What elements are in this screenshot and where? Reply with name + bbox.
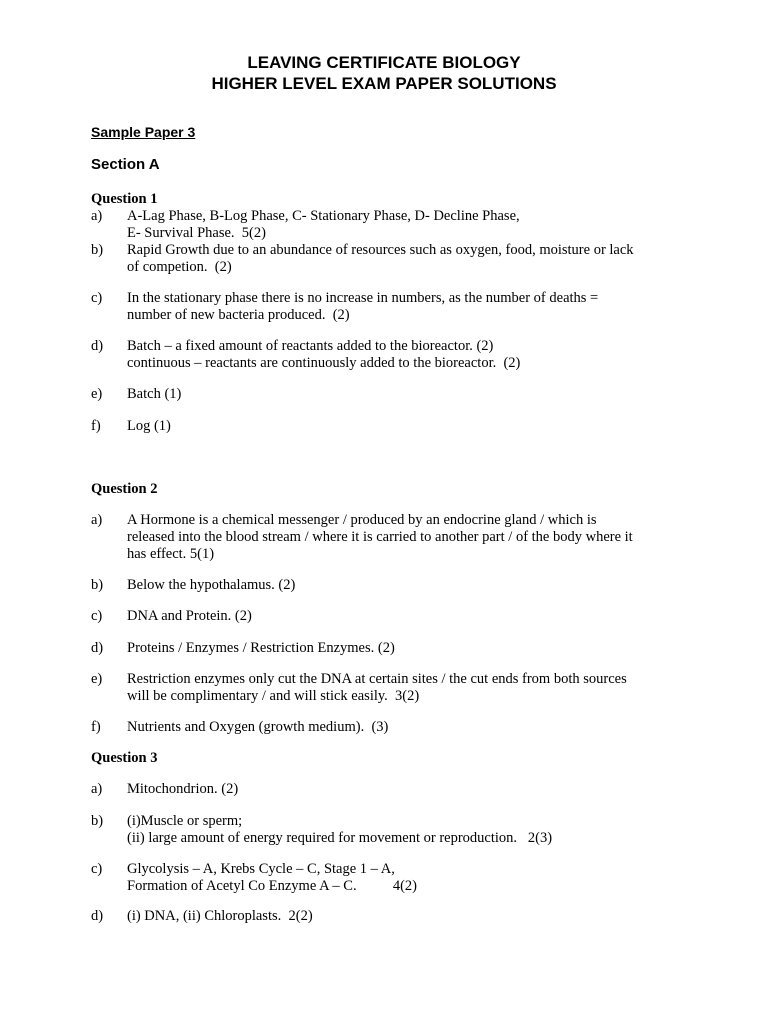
section-heading: Section A bbox=[91, 156, 160, 173]
q2-d-label: d) bbox=[91, 640, 104, 656]
q1-c-line-1: In the stationary phase there is no increase in numbers, as the number of deaths = bbox=[127, 290, 599, 306]
q1-c-line-2: number of new bacteria produced. (2) bbox=[127, 307, 350, 323]
q2-f-label: f) bbox=[91, 719, 101, 735]
paper-name: Sample Paper 3 bbox=[91, 124, 196, 140]
q2-b-label: b) bbox=[91, 577, 104, 593]
q2-a-line-1: A Hormone is a chemical messenger / produced by an endocrine gland / which is bbox=[127, 512, 597, 528]
q1-b-label: b) bbox=[91, 242, 104, 258]
q1-d-label: d) bbox=[91, 338, 104, 354]
q2-b-answer: Below the hypothalamus. (2) bbox=[127, 577, 296, 593]
q2-a-answer bbox=[127, 512, 687, 563]
q1-c-label: c) bbox=[91, 290, 103, 306]
q3-c-answer bbox=[127, 861, 687, 895]
q3-c-line-1: Glycolysis – A, Krebs Cycle – C, Stage 1 – A, bbox=[127, 861, 395, 877]
document-title-line-2: HIGHER LEVEL EXAM PAPER SOLUTIONS bbox=[211, 74, 557, 93]
q1-e-answer: Batch (1) bbox=[127, 386, 182, 402]
q3-b-line-1: (i)Muscle or sperm; bbox=[127, 813, 243, 829]
q2-f-answer: Nutrients and Oxygen (growth medium). (3) bbox=[127, 719, 389, 735]
q3-a-label: a) bbox=[91, 781, 103, 797]
q1-e-label: e) bbox=[91, 386, 103, 402]
q2-e-line-2: will be complimentary / and will stick easily. 3(2) bbox=[127, 688, 420, 704]
q1-b-line-1: Rapid Growth due to an abundance of resources such as oxygen, food, moisture or lack bbox=[127, 242, 634, 258]
q2-d-answer: Proteins / Enzymes / Restriction Enzymes. (2) bbox=[127, 640, 395, 656]
q3-a-answer: Mitochondrion. (2) bbox=[127, 781, 239, 797]
q3-d-answer: (i) DNA, (ii) Chloroplasts. 2(2) bbox=[127, 908, 313, 924]
q3-b-line-2: (ii) large amount of energy required for movement or reproduction. 2(3) bbox=[127, 830, 553, 846]
q1-c-answer bbox=[127, 290, 687, 324]
question-1-heading: Question 1 bbox=[91, 191, 158, 207]
q3-c-line-2: Formation of Acetyl Co Enzyme A – C. 4(2) bbox=[127, 878, 417, 894]
q2-c-label: c) bbox=[91, 608, 103, 624]
q2-a-line-3: has effect. 5(1) bbox=[127, 546, 215, 562]
q1-a-line-2: E- Survival Phase. 5(2) bbox=[127, 225, 266, 241]
q1-d-line-2: continuous – reactants are continuously added to the bioreactor. (2) bbox=[127, 355, 521, 371]
q1-f-label: f) bbox=[91, 418, 101, 434]
q3-d-label: d) bbox=[91, 908, 104, 924]
q2-e-answer bbox=[127, 671, 687, 705]
q2-a-line-2: released into the blood stream / where it is carried to another part / of the body where it bbox=[127, 529, 633, 545]
question-3-heading: Question 3 bbox=[91, 750, 158, 766]
document-title-line-1: LEAVING CERTIFICATE BIOLOGY bbox=[247, 53, 521, 72]
q2-e-line-1: Restriction enzymes only cut the DNA at certain sites / the cut ends from both sources bbox=[127, 671, 627, 687]
q3-b-answer bbox=[127, 813, 687, 847]
q1-a-answer bbox=[127, 208, 687, 242]
q1-a-line-1: A-Lag Phase, B-Log Phase, C- Stationary Phase, D- Decline Phase, bbox=[127, 208, 520, 224]
q3-b-label: b) bbox=[91, 813, 104, 829]
q3-c-label: c) bbox=[91, 861, 103, 877]
question-2-heading: Question 2 bbox=[91, 481, 158, 497]
q1-f-answer: Log (1) bbox=[127, 418, 171, 434]
q1-a-label: a) bbox=[91, 208, 103, 224]
q1-b-line-2: of competion. (2) bbox=[127, 259, 232, 275]
q1-d-line-1: Batch – a fixed amount of reactants added to the bioreactor. (2) bbox=[127, 338, 494, 354]
q2-e-label: e) bbox=[91, 671, 103, 687]
q1-b-answer bbox=[127, 242, 687, 276]
q1-d-answer bbox=[127, 338, 687, 372]
q2-a-label: a) bbox=[91, 512, 103, 528]
q2-c-answer: DNA and Protein. (2) bbox=[127, 608, 252, 624]
